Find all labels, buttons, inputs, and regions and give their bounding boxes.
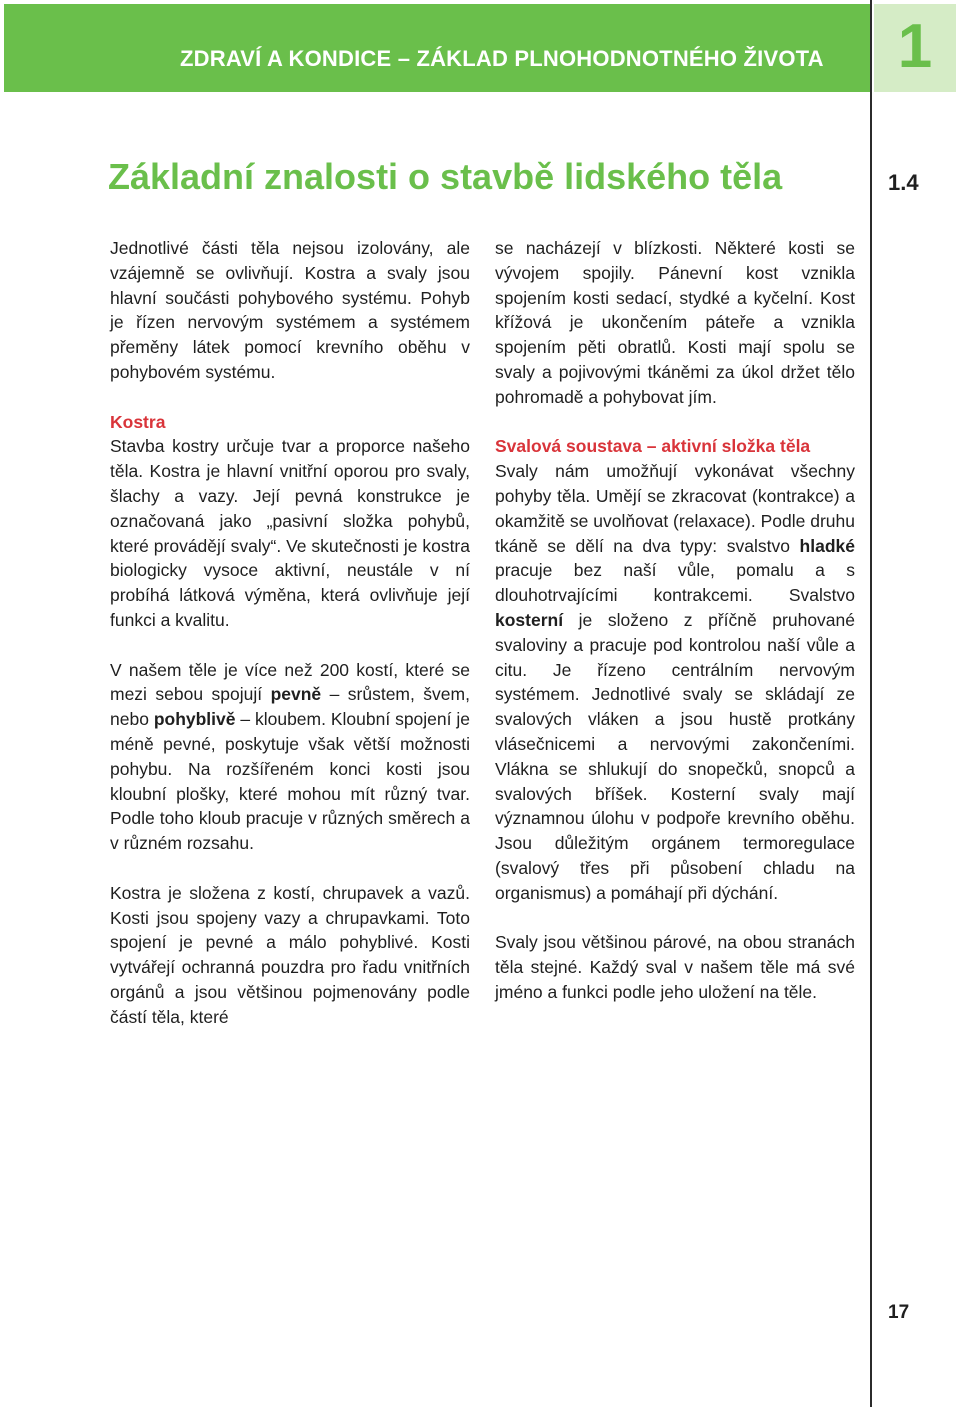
kostra-heading: Kostra	[110, 411, 166, 432]
chapter-title: ZDRAVÍ A KONDICE – ZÁKLAD PLNOHODNOTNÉHO ŽIVOTA	[180, 46, 824, 71]
muscles-bold-hladke: hladké	[799, 535, 855, 556]
joints-text-a: V našem těle je více než 200 kostí, které se mezi sebou spojují	[110, 659, 470, 705]
margin-rule	[870, 0, 872, 1407]
right-column	[495, 236, 855, 1005]
joints-text-c: – srůstem, švem, nebo	[110, 684, 470, 730]
muscles-text-d: je složeno z příčně pruhované svaloviny a pracuje pod kontrolou naší vůle a citu. Je řízeno centrálním nervovým systémem. Jednotlivé svaly se skládají ze svalových vláken a jsou hustě protkány vlásečnicemi a nervovými zakončeními. Vlákna se shlukují do snopečků, snopců a svalových bříšek. Kosterní svaly mají významnou úlohu v podpoře krevního oběhu. Jsou důležitým orgánem termoregulace (svalový třes při působení chladu na organismus) a pomáhají při dýchání.	[495, 609, 855, 903]
paired-muscles-paragraph: Svaly jsou většinou párové, na obou stranách těla stejné. Každý sval v našem těle má své jméno a funkci podle jeho uložení na těle.	[495, 932, 855, 1002]
joints-paragraph	[110, 658, 470, 856]
muscles-text-c: pracuje bez naší vůle, pomalu a s dlouhotrvajícími kontrakcemi. Svalstvo	[495, 560, 855, 606]
muscles-bold-kosterni: kosterní	[495, 609, 564, 630]
joints-bold-pohyblive: pohyblivě	[153, 709, 236, 730]
muscles-text-a: Svaly nám umožňují vykonávat všechny pohyby těla. Umějí se zkracovat (kontrakce) a okamžitě se uvolňovat (relaxace). Podle druhu tkáně se dělí na dva typy: svalstvo	[495, 461, 855, 556]
muscles-paragraph	[495, 459, 855, 905]
bones-continuation-paragraph: se nacházejí v blízkosti. Některé kosti se vývojem spojily. Pánevní kost vznikla spojením kosti sedací, stydké a kyčelní. Kost křížová je ukončením páteře a vznikla spojením pěti obratlů. Kosti mají spolu se svaly a pojivovými tkáněmi za úkol držet tělo pohromadě a pohybovat jím.	[495, 238, 855, 407]
page-number: 17	[888, 1302, 910, 1323]
kostra-paragraph: Stavba kostry určuje tvar a proporce našeho těla. Kostra je hlavní vnitřní oporou pro svaly, šlachy a vazy. Její pevná konstrukce je označovaná jako „pasivní složka pohybů, které provádějí svaly“. Ve skutečnosti je kostra biologicky vysoce aktivní, neustále v ní probíhá látková výměna, která ovlivňuje její funkci a kvalitu.	[110, 436, 470, 630]
left-column	[110, 236, 470, 1030]
svaly-heading: Svalová soustava – aktivní složka těla	[495, 436, 811, 457]
chapter-number: 1	[897, 12, 933, 81]
joints-bold-pevne: pevně	[270, 684, 322, 705]
joints-text-d: – kloubem. Kloubní spojení je méně pevné, poskytuje však větší možnosti pohybu. Na rozšířeném konci kosti jsou kloubní plošky, které mohou mít různý tvar. Podle toho kloub pracuje v různých směrech a v různém rozsahu.	[110, 709, 470, 854]
section-title: Základní znalosti o stavbě lidského těla	[108, 156, 783, 197]
skeleton-composition-paragraph: Kostra je složena z kostí, chrupavek a vazů. Kosti jsou spojeny vazy a chrupavkami. Toto spojení je pevné a málo pohyblivé. Kosti vytvářejí ochranná pouzdra pro řadu vnitřních orgánů a jsou většinou pojmenovány podle částí těla, které	[110, 882, 470, 1027]
section-number: 1.4	[888, 170, 919, 195]
intro-paragraph: Jednotlivé části těla nejsou izolovány, ale vzájemně se ovlivňují. Kostra a svaly jsou hlavní součásti pohybového systému. Pohyb je řízen nervovým systémem a systémem přeměny látek pomocí krevního oběhu v pohybovém systému.	[110, 238, 470, 382]
